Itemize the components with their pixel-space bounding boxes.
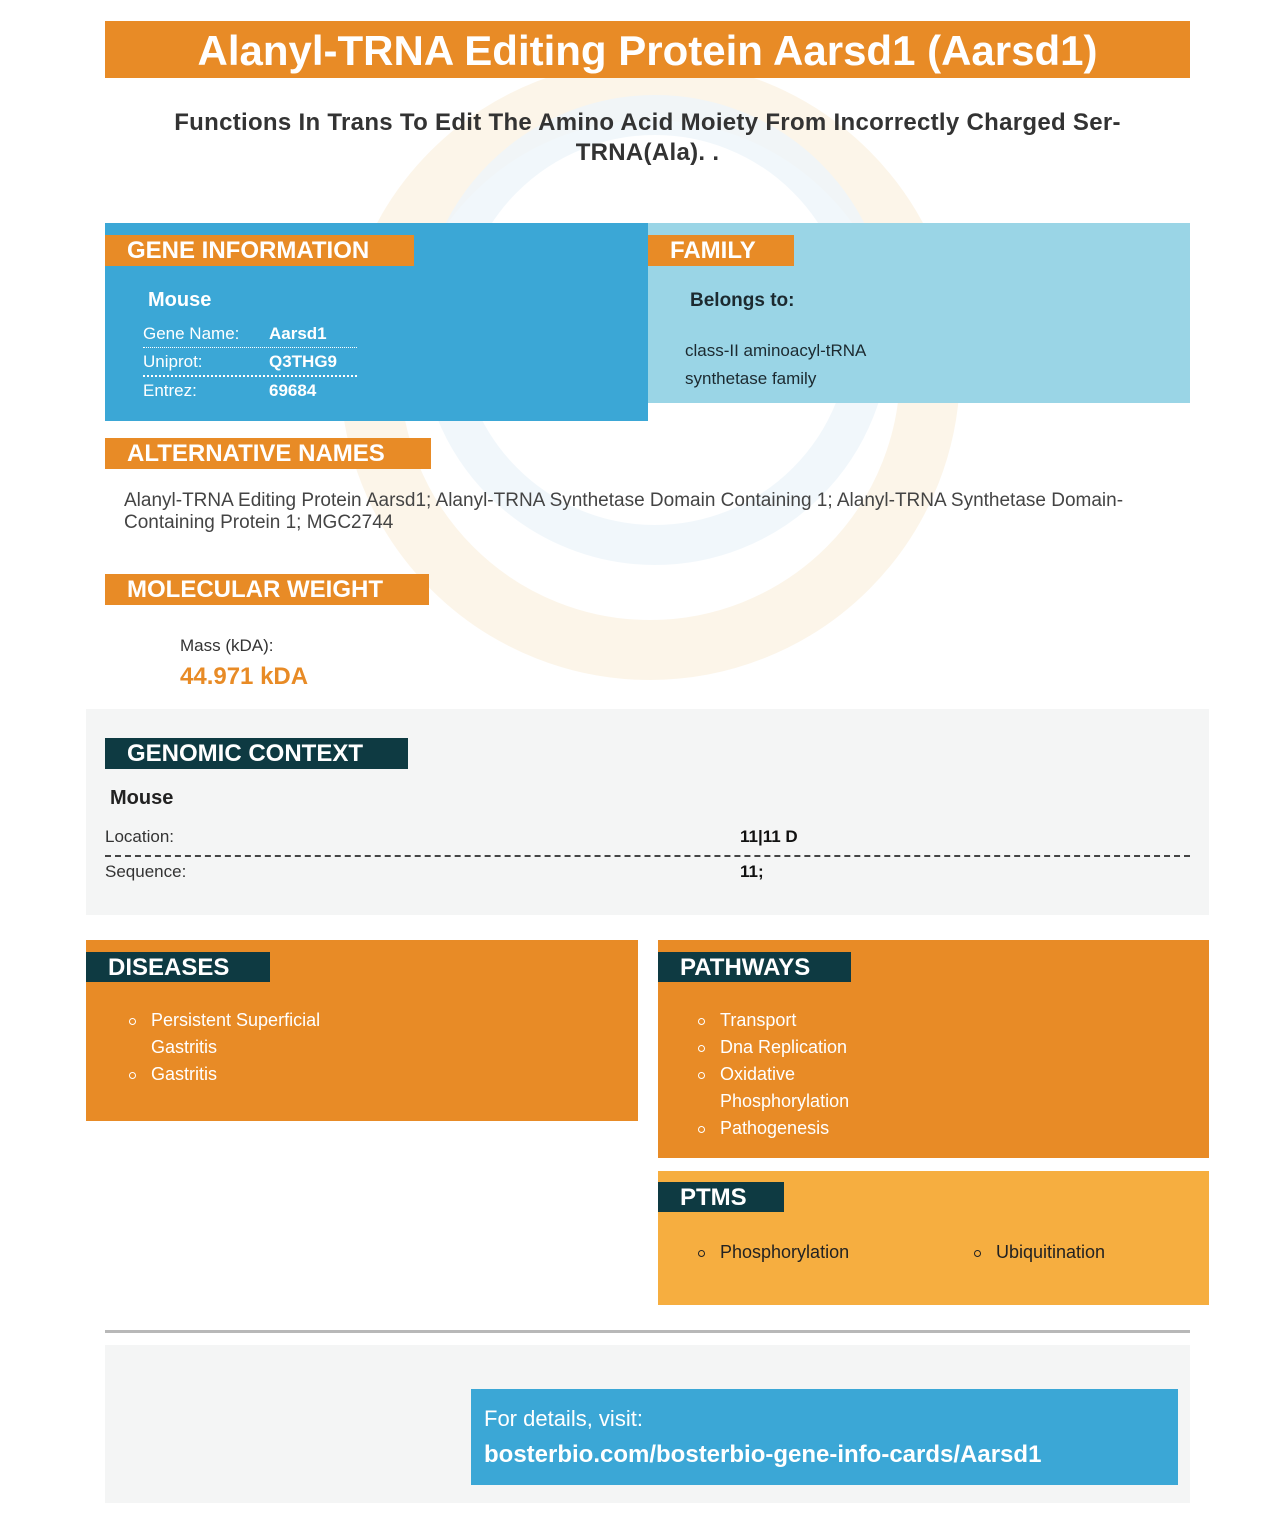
ptms-list-2 xyxy=(974,1239,1174,1266)
sequence-row xyxy=(105,862,1190,882)
family-belongs-label: Belongs to: xyxy=(690,290,795,311)
genomic-context-heading: GENOMIC CONTEXT xyxy=(105,738,408,769)
family-heading: FAMILY xyxy=(648,235,794,266)
pathways-heading: PATHWAYS xyxy=(658,952,851,982)
pathway-item: Pathogenesis xyxy=(698,1115,898,1142)
ptms-heading: PTMS xyxy=(658,1182,784,1212)
ptm-item: Ubiquitination xyxy=(974,1239,1174,1266)
pathways-panel xyxy=(658,940,1209,1158)
uniprot-row xyxy=(143,348,357,377)
visit-label: For details, visit: xyxy=(484,1406,643,1431)
gene-name-row xyxy=(143,320,357,348)
page-subtitle: Functions In Trans To Edit The Amino Acid Moiety From Incorrectly Charged Ser-TRNA(Ala). . xyxy=(174,109,1121,166)
entrez-row xyxy=(143,377,357,404)
diseases-heading: DISEASES xyxy=(86,952,270,982)
diseases-list xyxy=(129,1007,344,1088)
ptms-panel xyxy=(658,1171,1209,1305)
sequence-value: 11; xyxy=(740,862,764,881)
family-panel xyxy=(648,223,1190,403)
visit-link[interactable]: bosterbio.com/bosterbio-gene-info-cards/Aarsd1 xyxy=(484,1441,1042,1468)
location-row xyxy=(105,827,1190,857)
pathway-item: Dna Replication xyxy=(698,1034,898,1061)
entrez-value: 69684 xyxy=(269,380,317,400)
uniprot-label: Uniprot: xyxy=(143,351,203,371)
diseases-panel xyxy=(86,940,638,1121)
genomic-species: Mouse xyxy=(110,787,174,809)
family-line-2: synthetase family xyxy=(685,369,817,388)
mass-value: 44.971 kDA xyxy=(180,663,309,690)
ptm-item: Phosphorylation xyxy=(698,1239,898,1266)
pathway-item: Transport xyxy=(698,1007,898,1034)
gene-species: Mouse xyxy=(148,289,212,311)
pathways-list xyxy=(698,1007,898,1142)
gene-name-value: Aarsd1 xyxy=(269,323,327,343)
location-label: Location: xyxy=(105,827,174,846)
page-title: Alanyl-TRNA Editing Protein Aarsd1 (Aarsd1) xyxy=(105,21,1190,78)
sequence-label: Sequence: xyxy=(105,862,187,881)
mass-label: Mass (kDA): xyxy=(180,636,274,655)
alternative-names-heading: ALTERNATIVE NAMES xyxy=(105,438,431,469)
gene-name-label: Gene Name: xyxy=(143,323,240,343)
ptms-list-1 xyxy=(698,1239,898,1266)
gene-information-heading: GENE INFORMATION xyxy=(105,235,414,266)
disease-item: Gastritis xyxy=(129,1061,344,1088)
pathway-item: Oxidative Phosphorylation xyxy=(698,1061,898,1115)
visit-box xyxy=(471,1389,1178,1485)
molecular-weight-heading: MOLECULAR WEIGHT xyxy=(105,574,429,605)
location-value: 11|11 D xyxy=(740,827,798,846)
footer-divider xyxy=(105,1330,1190,1333)
family-line-1: class-II aminoacyl-tRNA xyxy=(685,341,867,360)
alternative-names-text: Alanyl-TRNA Editing Protein Aarsd1; Alanyl-TRNA Synthetase Domain Containing 1; Alanyl-TRNA Synthetase Domain-Containing Protein 1; MGC2744 xyxy=(124,490,1124,533)
entrez-label: Entrez: xyxy=(143,380,197,400)
uniprot-value: Q3THG9 xyxy=(269,351,338,371)
gene-info-table xyxy=(143,320,357,404)
disease-item: Persistent Superficial Gastritis xyxy=(129,1007,344,1061)
